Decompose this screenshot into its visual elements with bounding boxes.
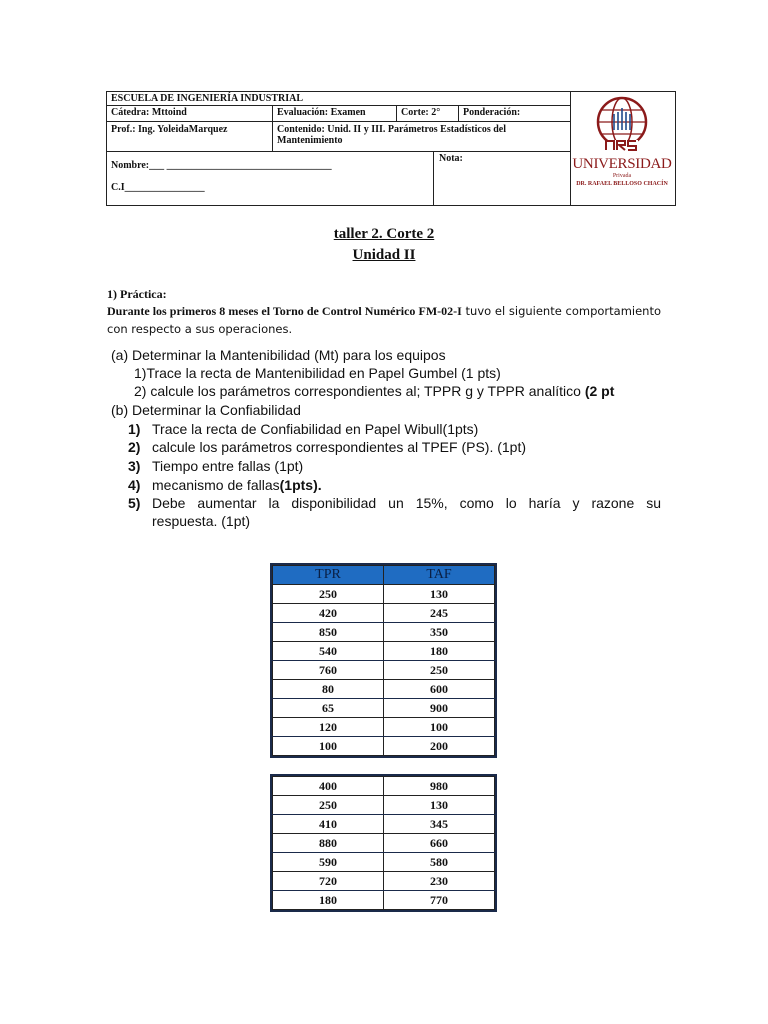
globe-emblem-icon [570,94,674,156]
item-text: Tiempo entre fallas (1pt) [152,458,304,474]
taf-header: TAF [384,566,495,585]
tpr-cell: 720 [273,872,384,891]
table-row [273,853,495,872]
tpr-cell: 100 [273,737,384,756]
university-logo [570,94,674,202]
taf-cell: 100 [384,718,495,737]
part-a-item-2 [134,382,614,400]
part-a-heading: (a) Determinar la Mantenibilidad (Mt) para los equipos [111,347,446,363]
item-text-main: mecanismo de fallas [152,477,280,493]
item-text: calcule los parámetros correspondientes al TPEF (PS). (1pt) [152,439,527,455]
tpr-cell: 850 [273,623,384,642]
part-a-item-1: 1)Trace la recta de Mantenibilidad en Papel Gumbel (1 pts) [134,365,501,381]
tpr-cell: 880 [273,834,384,853]
intro-bold: Durante los primeros 8 meses el Torno de Control Numérico FM-02-I [107,304,462,318]
item-number: 5) [128,495,141,511]
tpr-cell: 250 [273,585,384,604]
taf-cell: 580 [384,853,495,872]
taf-cell: 770 [384,891,495,910]
page-title: taller 2. Corte 2 [333,226,435,242]
taf-cell: 250 [384,661,495,680]
ponderacion-label: Ponderación: [463,107,521,118]
table-row [273,661,495,680]
tpr-cell: 400 [273,777,384,796]
table-row [273,737,495,756]
table-row [273,642,495,661]
data-table-2 [272,776,495,910]
taf-cell: 130 [384,585,495,604]
catedra-label: Cátedra: Mttoind [111,107,187,118]
taf-cell: 345 [384,815,495,834]
logo-founder-text: DR. RAFAEL BELLOSO CHACÍN [576,181,668,187]
taf-cell: 980 [384,777,495,796]
tpr-cell: 180 [273,891,384,910]
taf-cell: 230 [384,872,495,891]
logo-university-text: UNIVERSIDAD [572,156,672,172]
corte-label: Corte: 2° [401,107,441,118]
taf-cell: 350 [384,623,495,642]
table-row [273,815,495,834]
table-row [273,891,495,910]
header-table [106,91,676,206]
taf-cell: 130 [384,796,495,815]
item-number: 2) [128,439,141,455]
tpr-cell: 760 [273,661,384,680]
part-b-heading: (b) Determinar la Confiabilidad [111,402,301,418]
professor-label: Prof.: Ing. YoleidaMarquez [111,124,228,135]
item-number: 1) [128,421,141,437]
table-header-row [273,566,495,585]
contenido-label: Contenido: Unid. II y III. Parámetros Estadísticos del Mantenimiento [277,124,506,146]
taf-cell: 900 [384,699,495,718]
table-row [273,872,495,891]
part-a-item-2-text: 2) calcule los parámetros correspondientes al; TPPR g y TPPR analítico [134,383,585,399]
ci-field[interactable]: C.I________________ [111,182,205,193]
tpr-cell: 410 [273,815,384,834]
logo-private-text: Privada [612,173,632,179]
item-text [152,476,322,494]
tpr-cell: 540 [273,642,384,661]
table-row [273,604,495,623]
table-row [273,585,495,604]
item-number: 3) [128,458,141,474]
tpr-cell: 65 [273,699,384,718]
intro-paragraph [107,302,661,338]
taf-cell: 180 [384,642,495,661]
tpr-cell: 80 [273,680,384,699]
nombre-field[interactable]: Nombre:___ _________________________________ [111,160,332,171]
table-row [273,834,495,853]
table-row [273,680,495,699]
taf-cell: 245 [384,604,495,623]
tpr-cell: 120 [273,718,384,737]
taf-cell: 200 [384,737,495,756]
data-table-1 [272,565,495,756]
taf-cell: 660 [384,834,495,853]
tpr-cell: 420 [273,604,384,623]
evaluacion-label: Evaluación: Examen [277,107,366,118]
taf-cell: 600 [384,680,495,699]
tpr-header: TPR [273,566,384,585]
item-text: Debe aumentar la disponibilidad un 15%, como lo haría y razone su [152,495,661,511]
table-row [273,718,495,737]
item-text-points: (1pts). [279,477,322,493]
section-heading: 1) Práctica: [107,287,167,301]
item-text-cont: respuesta. (1pt) [152,513,251,529]
table-row [273,699,495,718]
page-subtitle: Unidad II [352,247,416,263]
table-row [273,623,495,642]
item-number: 4) [128,477,141,493]
item-text: Trace la recta de Confiabilidad en Papel Wibull(1pts) [152,421,479,437]
tpr-cell: 590 [273,853,384,872]
tpr-cell: 250 [273,796,384,815]
school-name: ESCUELA DE INGENIERÍA INDUSTRIAL [111,93,303,104]
table-row [273,796,495,815]
table-row [273,777,495,796]
nota-label: Nota: [439,153,463,164]
intro-rest: tuvo el siguiente comportamiento con respecto a sus operaciones. [107,304,661,336]
part-a-item-2-points: (2 pt [584,383,615,399]
